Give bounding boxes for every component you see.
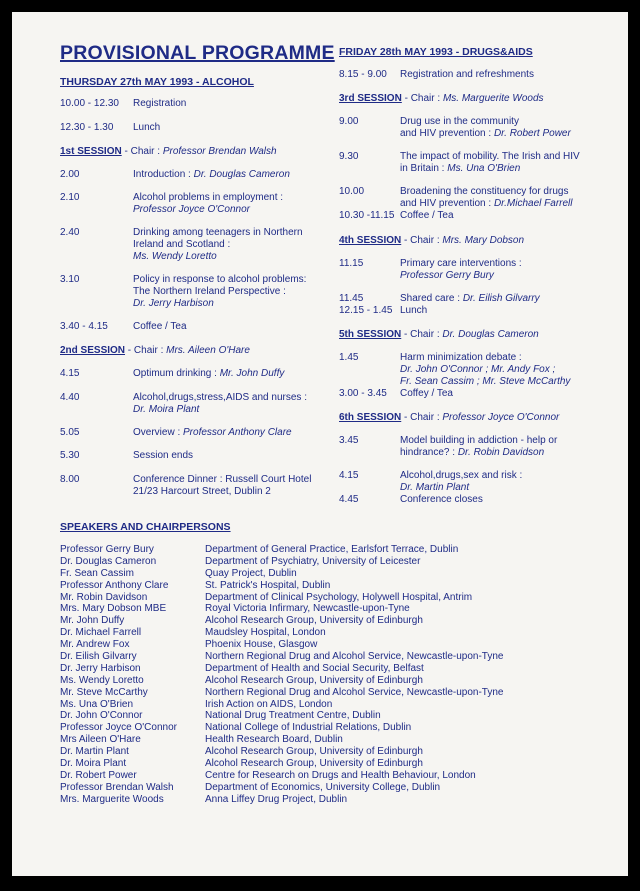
- schedule-time: 3.45: [339, 435, 359, 446]
- programme-page: PROVISIONAL PROGRAMME THURSDAY 27th MAY 1993 - ALCOHOL 10.00 - 12.30 Registration 12.30 - 1.30 Lunch 1st SESSION - Chair : Professor Brendan Walsh 2.00 Introduction : Dr. Douglas Cameron 2.10 Alcohol problems in employment : Professor Joyce O'Connor 2.40 Drinking among teenagers in Northern Ireland and Scotland : Ms. Wendy Loretto 3.10 Policy in response to alcohol problems: The Northern Ireland Perspective : Dr. Jerry Harbison 3.40 - 4.15 Coffee / Tea 2nd SESSION - Chair : Mrs. Aileen O'Hare 4.15 Optimum drinking : Mr. John Duffy 4.40 Alcohol,drugs,stress,AIDS and nurses : Dr. Moira Plant 5.05 Overview : Professor Anthony Clare 5.30 Session ends 8.00 Conference Dinner : Russell Court Hotel 21/23 Harcourt Street, Dublin 2 FRIDAY 28th MAY 1993 - DRUGS&AIDS 8.15 - 9.00 Registration and refreshments 3rd SESSION - Chair : Ms. Marguerite Woods 9.00 Drug use in the community and HIV prevention : Dr. Robert Power 9.30 The impact of mobility. The Irish and HIV in Britain : Ms. Una O'Brien 10.00 Broadening the constituency for drugs and HIV prevention : Dr.Michael Farrell 10.30 -11.15 Coffee / Tea 4th SESSION - Chair : Mrs. Mary Dobson 11.15 Primary care interventions : Professor Gerry Bury 11.45 Shared care : Dr. Eilish Gilvarry 12.15 - 1.45 Lunch 5th SESSION - Chair : Dr. Douglas Cameron 1.45 Harm minimization debate : Dr. John O'Connor ; Mr. Andy Fox ; Fr. Sean Cassim ; Mr. Steve McCarthy 3.00 - 3.45 Coffey / Tea 6th SESSION - Chair : Professor Joyce O'Connor 3.45 Model building in addiction - help or hindrance? : Dr. Robin Davidson 4.15 Alcohol,drugs,sex and risk : Dr. Martin Plant 4.45 Conference closes SPEAKERS AND CHAIRPERSONS Professor Gerry Bury Department of General Practice, Earlsfort Terrace, Dublin Dr. Douglas Cameron Department of Psychiatry, University of Leicester Fr. Sean Cassim Quay Project, Dublin Professor Anthony Clare St. Patrick's Hospital, Dublin Mr. Robin Davidson Department of Clinical Psychology, Holywell Hospital, Antrim Mrs. Mary Dobson MBE Royal Victoria Infirmary, Newcastle-upon-Tyne Mr. John Duffy Alcohol Research Group, University of Edinburgh Dr. Michael Farrell Maudsley Hospital, London Mr. Andrew Fox Phoenix House, Glasgow Dr. Eilish Gilvarry Northern Regional Drug and Alcohol Service, Newcastle-upon-Tyne Dr. Jerry Harbison Department of Health and Social Security, Belfast Ms. Wendy Loretto Alcohol Research Group, University of Edinburgh Mr. Steve McCarthy Northern Regional Drug and Alcohol Service, Newcastle-upon-Tyne Ms. Una O'Brien Irish Action on AIDS, London Dr. John O'Connor National Drug Treatment Centre, Dublin Professor Joyce O'Connor National College of Industrial Relations, Dublin Mrs Aileen O'Hare Health Research Board, Dublin Dr. Martin Plant Alcohol Research Group, University of Edinburgh Dr. Moira Plant Alcohol Research Group, University of Edinburgh Dr. Robert Power Centre for Research on Drugs and Health Behaviour, London Professor Brendan Walsh Department of Economics, University College, Dublin Mrs. Marguerite Woods Anna Liffey Drug Project, Dublin: [12, 12, 628, 876]
- speaker-affiliation: National College of Industrial Relations, Dublin: [205, 722, 412, 734]
- speaker-affiliation: Northern Regional Drug and Alcohol Service, Newcastle-upon-Tyne: [205, 686, 504, 698]
- speaker-row: [60, 794, 620, 806]
- speakers-list: [60, 544, 620, 806]
- speaker-name: Mr. Steve McCarthy: [60, 686, 148, 698]
- speaker-row: [60, 663, 620, 675]
- speaker-affiliation: Alcohol Research Group, University of Edinburgh: [205, 758, 423, 770]
- schedule-time: 4.15: [60, 368, 80, 379]
- session-1-heading: 1st SESSION - Chair : Professor Brendan Walsh: [60, 146, 277, 157]
- speaker-row: [60, 675, 620, 687]
- speaker-affiliation: Alcohol Research Group, University of Edinburgh: [205, 746, 423, 758]
- speaker-name: Mrs Aileen O'Hare: [60, 734, 141, 746]
- schedule-time: 12.15 - 1.45: [339, 305, 393, 316]
- speaker-affiliation: Anna Liffey Drug Project, Dublin: [205, 793, 348, 805]
- speaker-row: [60, 710, 620, 722]
- speaker-row: [60, 615, 620, 627]
- speaker-affiliation: Phoenix House, Glasgow: [205, 639, 318, 651]
- speaker-row: [60, 556, 620, 568]
- schedule-time: 11.45: [339, 293, 364, 304]
- schedule-time: 12.30 - 1.30: [60, 122, 114, 133]
- speaker-row: [60, 651, 620, 663]
- schedule-time: 10.00: [339, 186, 365, 197]
- speaker-name: Mr. Robin Davidson: [60, 591, 148, 603]
- speaker-affiliation: Maudsley Hospital, London: [205, 627, 326, 639]
- speaker-name: Professor Brendan Walsh: [60, 781, 174, 793]
- schedule-time: 9.00: [339, 116, 359, 127]
- schedule-time: 2.00: [60, 169, 80, 180]
- speaker-name: Mrs. Marguerite Woods: [60, 793, 164, 805]
- speaker-name: Mr. Andrew Fox: [60, 639, 130, 651]
- speaker-affiliation: St. Patrick's Hospital, Dublin: [205, 579, 331, 591]
- speaker-row: [60, 603, 620, 615]
- session-6-heading: 6th SESSION - Chair : Professor Joyce O'Connor: [339, 412, 560, 423]
- schedule-time: 3.00 - 3.45: [339, 388, 387, 399]
- speaker-name: Dr. Robert Power: [60, 769, 137, 781]
- thursday-heading: THURSDAY 27th MAY 1993 - ALCOHOL: [60, 76, 254, 88]
- speaker-row: [60, 770, 620, 782]
- speaker-affiliation: Quay Project, Dublin: [205, 567, 297, 579]
- schedule-time: 9.30: [339, 151, 359, 162]
- speaker-name: Dr. Michael Farrell: [60, 627, 142, 639]
- schedule-time: 3.40 - 4.15: [60, 321, 108, 332]
- schedule-time: 5.30: [60, 450, 80, 461]
- speaker-affiliation: Department of Economics, University College, Dublin: [205, 781, 441, 793]
- speaker-row: [60, 746, 620, 758]
- schedule-time: 4.40: [60, 392, 80, 403]
- speaker-affiliation: Irish Action on AIDS, London: [205, 698, 333, 710]
- schedule-time: 8.15 - 9.00: [339, 69, 387, 80]
- speaker-affiliation: Alcohol Research Group, University of Edinburgh: [205, 674, 423, 686]
- session-4-heading: 4th SESSION - Chair : Mrs. Mary Dobson: [339, 235, 525, 246]
- speaker-row: [60, 568, 620, 580]
- speakers-heading: SPEAKERS AND CHAIRPERSONS: [60, 521, 231, 533]
- speaker-name: Dr. Jerry Harbison: [60, 662, 141, 674]
- speaker-row: [60, 627, 620, 639]
- schedule-time: 1.45: [339, 352, 359, 363]
- schedule-time: 2.10: [60, 192, 80, 203]
- speaker-affiliation: Department of Health and Social Security, Belfast: [205, 662, 424, 674]
- speaker-affiliation: Northern Regional Drug and Alcohol Service, Newcastle-upon-Tyne: [205, 651, 504, 663]
- speaker-name: Ms. Wendy Loretto: [60, 674, 144, 686]
- speaker-affiliation: Department of Psychiatry, University of Leicester: [205, 555, 421, 567]
- speaker-affiliation: National Drug Treatment Centre, Dublin: [205, 710, 381, 722]
- speaker-affiliation: Alcohol Research Group, University of Edinburgh: [205, 615, 423, 627]
- schedule-time: 4.45: [339, 494, 359, 505]
- schedule-time: 4.15: [339, 470, 359, 481]
- speaker-row: [60, 544, 620, 556]
- speaker-affiliation: Royal Victoria Infirmary, Newcastle-upon-Tyne: [205, 603, 410, 615]
- speaker-row: [60, 734, 620, 746]
- speaker-name: Dr. Douglas Cameron: [60, 555, 157, 567]
- speaker-name: Dr. Martin Plant: [60, 746, 129, 758]
- speaker-row: [60, 687, 620, 699]
- schedule-time: 8.00: [60, 474, 80, 485]
- speaker-affiliation: Department of General Practice, Earlsfort Terrace, Dublin: [205, 544, 459, 555]
- speaker-affiliation: Centre for Research on Drugs and Health Behaviour, London: [205, 769, 476, 781]
- speaker-row: [60, 639, 620, 651]
- session-5-heading: 5th SESSION - Chair : Dr. Douglas Cameron: [339, 329, 539, 340]
- speaker-row: [60, 699, 620, 711]
- speaker-row: [60, 782, 620, 794]
- session-3-heading: 3rd SESSION - Chair : Ms. Marguerite Woods: [339, 93, 544, 104]
- speaker-name: Professor Gerry Bury: [60, 544, 154, 555]
- page-title: PROVISIONAL PROGRAMME: [60, 42, 335, 64]
- speaker-name: Professor Joyce O'Connor: [60, 722, 177, 734]
- speaker-name: Mrs. Mary Dobson MBE: [60, 603, 167, 615]
- speaker-name: Mr. John Duffy: [60, 615, 125, 627]
- speaker-name: Dr. John O'Connor: [60, 710, 143, 722]
- schedule-time: 10.00 - 12.30: [60, 98, 119, 109]
- speaker-name: Dr. Moira Plant: [60, 758, 127, 770]
- schedule-time: 10.30 -11.15: [339, 210, 395, 221]
- schedule-time: 2.40: [60, 227, 80, 238]
- speaker-row: [60, 722, 620, 734]
- speaker-row: [60, 758, 620, 770]
- schedule-time: 3.10: [60, 274, 80, 285]
- speaker-name: Ms. Una O'Brien: [60, 698, 134, 710]
- speaker-name: Fr. Sean Cassim: [60, 567, 134, 579]
- session-2-heading: 2nd SESSION - Chair : Mrs. Aileen O'Hare: [60, 345, 250, 356]
- speaker-name: Dr. Eilish Gilvarry: [60, 651, 137, 663]
- speaker-name: Professor Anthony Clare: [60, 579, 169, 591]
- speaker-affiliation: Health Research Board, Dublin: [205, 734, 343, 746]
- schedule-time: 11.15: [339, 258, 364, 269]
- schedule-time: 5.05: [60, 427, 80, 438]
- speaker-affiliation: Department of Clinical Psychology, Holywell Hospital, Antrim: [205, 591, 473, 603]
- speaker-row: [60, 592, 620, 604]
- friday-heading: FRIDAY 28th MAY 1993 - DRUGS&AIDS: [339, 46, 533, 58]
- speaker-row: [60, 580, 620, 592]
